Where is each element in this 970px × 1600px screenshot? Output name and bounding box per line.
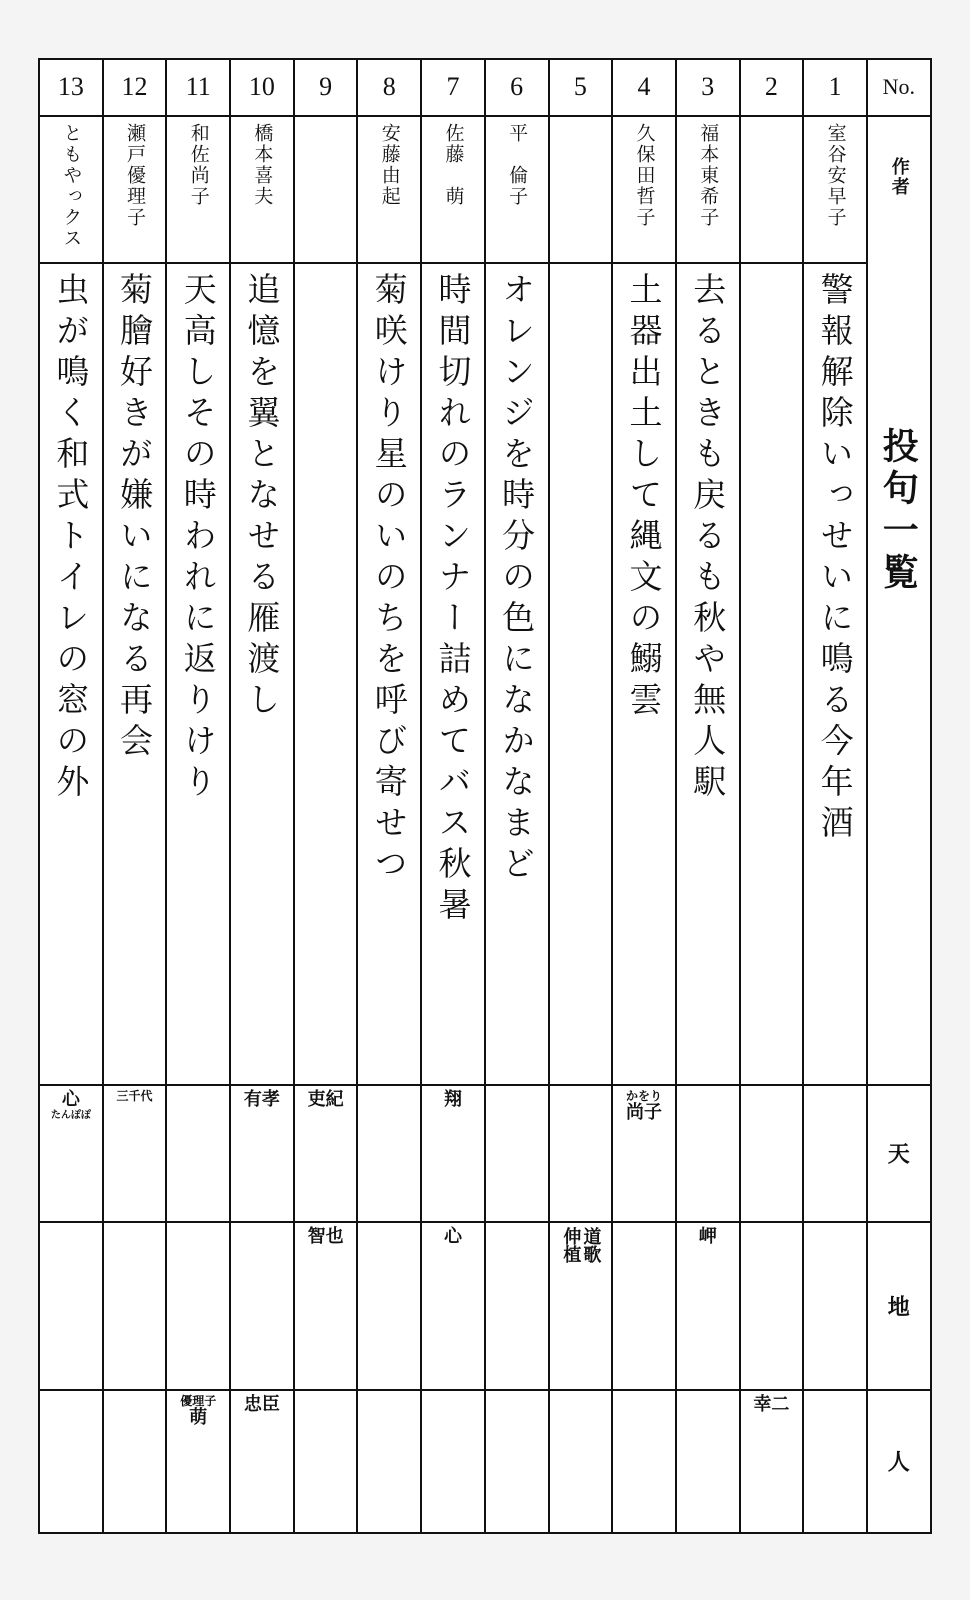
vote-ten: 翔 — [443, 1088, 462, 1110]
col-number: 3 — [676, 59, 740, 116]
col-number: 10 — [230, 59, 294, 116]
vote-chi: 岬 — [698, 1226, 717, 1248]
col-number: 1 — [803, 59, 867, 116]
vote-ten: 三千代 — [116, 1088, 153, 1103]
haiku-text: 天高しその時われに返りけり — [178, 271, 218, 805]
col-number: 12 — [103, 59, 167, 116]
col-number: 8 — [357, 59, 421, 116]
author-name: 福本東希子 — [697, 122, 720, 228]
vote-ten: 吏紀 — [307, 1088, 344, 1110]
author-name: 瀬戸優理子 — [124, 122, 147, 228]
no-header: No. — [867, 59, 931, 116]
col-number: 9 — [294, 59, 358, 116]
haiku-submission-sheet — [38, 58, 930, 1534]
author-name: 和佐尚子 — [187, 122, 210, 207]
author-header: 作者 — [888, 156, 910, 197]
vote-chi: 道歌 — [580, 1227, 602, 1264]
haiku-text: 警報解除いっせいに鳴る今年酒 — [815, 271, 855, 846]
ten-vote-row — [39, 1085, 931, 1222]
number-row — [39, 59, 931, 116]
vote-ten: 尚子 — [626, 1101, 663, 1123]
ten-label: 天 — [887, 1141, 910, 1168]
haiku-text: 時間切れのランナー詰めてバス秋暑 — [433, 271, 473, 928]
haiku-row — [39, 263, 931, 1085]
haiku-text: 去るときも戻るも秋や無人駅 — [688, 271, 728, 805]
col-number: 4 — [612, 59, 676, 116]
vote-ten: かをり — [626, 1088, 663, 1103]
col-number: 5 — [549, 59, 613, 116]
haiku-text: 菊咲けり星のいのちを呼び寄せつ — [369, 271, 409, 887]
haiku-table — [38, 58, 932, 1534]
vote-ten: 有孝 — [243, 1088, 280, 1110]
author-name: 平 倫子 — [506, 122, 529, 207]
vote-jin: 幸二 — [753, 1393, 790, 1415]
author-name: 橋本喜夫 — [251, 122, 274, 207]
sheet-title: 投句一覧 — [877, 426, 920, 595]
col-number: 7 — [421, 59, 485, 116]
col-number: 11 — [166, 59, 230, 116]
author-row — [39, 116, 931, 263]
vote-ten: 心 — [61, 1088, 80, 1110]
vote-chi: 伸植 — [560, 1227, 582, 1264]
author-name: 佐藤 萌 — [442, 122, 465, 207]
haiku-text: オレンジを時分の色になかなまど — [497, 271, 537, 887]
vote-jin: 萌 — [189, 1406, 208, 1428]
jin-vote-row — [39, 1390, 931, 1533]
col-number: 2 — [740, 59, 804, 116]
author-name: 安藤由起 — [378, 122, 401, 207]
chi-label: 地 — [887, 1294, 910, 1321]
jin-label: 人 — [887, 1449, 910, 1476]
haiku-text: 土器出土して縄文の鰯雲 — [624, 271, 664, 723]
vote-chi: 心 — [443, 1226, 462, 1248]
vote-jin: 優理子 — [180, 1393, 217, 1408]
vote-jin: 忠臣 — [243, 1393, 280, 1415]
vote-ten-sub: たんぽぽ — [50, 1109, 91, 1121]
chi-vote-row — [39, 1222, 931, 1390]
vote-chi: 智也 — [307, 1226, 344, 1248]
haiku-text: 虫が鳴く和式トイレの窓の外 — [51, 271, 91, 805]
haiku-text: 菊膾好きが嫌いになる再会 — [115, 271, 155, 764]
author-name: ともやっクス — [60, 122, 83, 249]
haiku-text: 追憶を翼となせる雁渡し — [242, 271, 282, 723]
author-name: 久保田哲子 — [633, 122, 656, 228]
col-number: 13 — [39, 59, 103, 116]
author-name: 室谷安早子 — [824, 122, 847, 228]
header-cell — [867, 116, 931, 1085]
col-number: 6 — [485, 59, 549, 116]
